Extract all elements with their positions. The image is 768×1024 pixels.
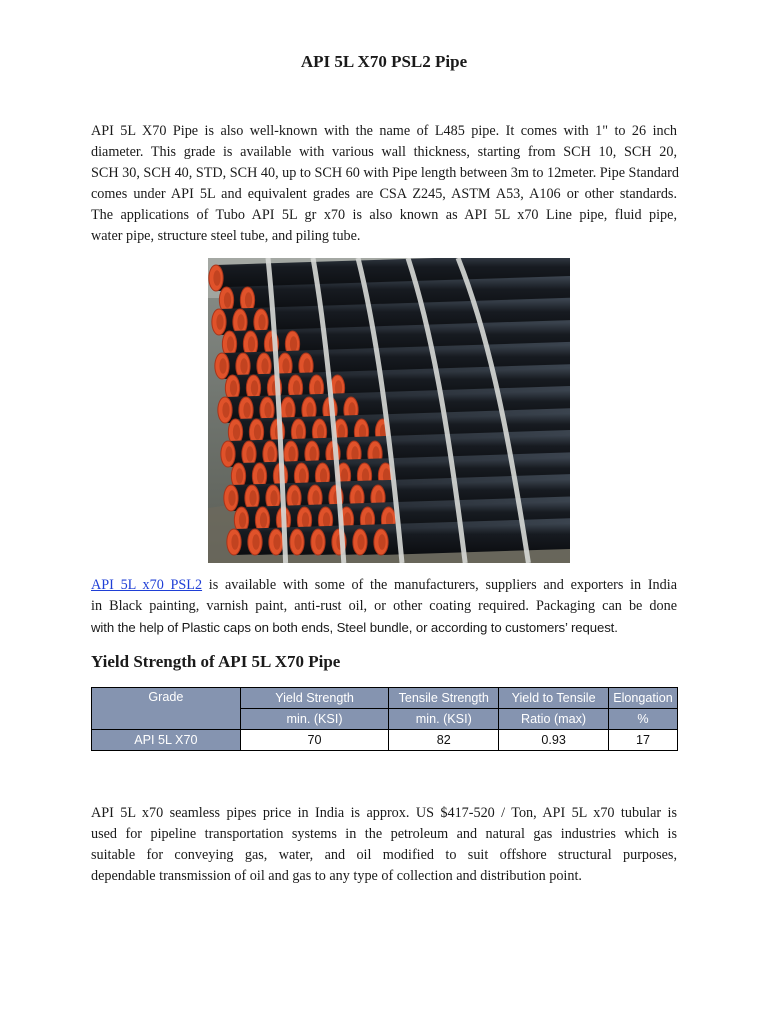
- intro-line: The applications of Tubo API 5L gr x70 is also known as API 5L x70 Line pipe, fluid pipe,: [91, 207, 677, 223]
- intro-line: comes under API 5L and equivalent grades are CSA Z245, ASTM A53, A106 or other standards.: [91, 186, 677, 202]
- pipe-end-hole: [291, 490, 298, 506]
- price-line: used for pipeline transportation systems in the petroleum and natural gas industries which is: [91, 826, 677, 842]
- pipe-end-hole: [264, 402, 271, 418]
- pipe-end-hole: [222, 402, 229, 418]
- column-header: Yield to Tensile: [499, 688, 609, 709]
- pipe-end-hole: [288, 446, 295, 462]
- pipe-end-hole: [317, 424, 324, 440]
- pipe-end-hole: [243, 402, 250, 418]
- pipe-end-hole: [378, 534, 385, 550]
- pipe-end-hole: [302, 512, 309, 528]
- pipe-end-hole: [233, 424, 240, 440]
- pipe-end-hole: [225, 446, 232, 462]
- pipe-end-hole: [270, 490, 277, 506]
- table-cell: 82: [389, 730, 499, 751]
- column-header: Yield Strength: [240, 688, 389, 709]
- column-header: Elongation: [608, 688, 677, 709]
- table-cell: 70: [240, 730, 389, 751]
- availability-paragraph: [91, 575, 677, 638]
- table-header-row: [92, 688, 678, 709]
- price-line: suitable for conveying gas, water, and oil modified to suit offshore structural purposes,: [91, 847, 677, 863]
- pipe-end-hole: [219, 358, 226, 374]
- column-subheader: Ratio (max): [499, 709, 609, 730]
- pipe-end-hole: [246, 446, 253, 462]
- pipe-end-hole: [296, 424, 303, 440]
- pipe-end-hole: [237, 314, 244, 330]
- intro-line: diameter. This grade is available with various wall thickness, starting from SCH 10, SCH 20,: [91, 144, 677, 160]
- pipe-end-hole: [216, 314, 223, 330]
- pipe-end-hole: [312, 490, 319, 506]
- price-line: API 5L x70 seamless pipes price in India is approx. US $417-520 / Ton, API 5L x70 tubular is: [91, 805, 677, 821]
- pipe-end-hole: [257, 468, 264, 484]
- pipe-end-hole: [290, 336, 297, 352]
- pipe-end-hole: [303, 358, 310, 374]
- availability-line: in Black painting, varnish paint, anti-rust oil, or other coating required. Packaging can be done: [91, 598, 677, 614]
- availability-line: [91, 575, 677, 596]
- pipe-end-hole: [260, 512, 267, 528]
- pipe-end-hole: [267, 446, 274, 462]
- pipe-end-hole: [230, 380, 237, 396]
- pipe-end-hole: [239, 512, 246, 528]
- pipe-stack-photo: [208, 258, 570, 563]
- column-subheader: min. (KSI): [389, 709, 499, 730]
- pipe-end-hole: [294, 534, 301, 550]
- pipe-end-hole: [213, 270, 220, 286]
- availability-line: with the help of Plastic caps on both ends, Steel bundle, or according to customers’ request.: [91, 620, 618, 635]
- pipe-end-hole: [240, 358, 247, 374]
- availability-line-text: is available with some of the manufacturers, suppliers and exporters in India: [202, 577, 677, 593]
- column-subheader: %: [608, 709, 677, 730]
- pipe-end-hole: [261, 358, 268, 374]
- intro-paragraph: [91, 121, 677, 247]
- pipe-end-hole: [231, 534, 238, 550]
- grade-cell: API 5L X70: [92, 730, 241, 751]
- pipe-end-hole: [273, 534, 280, 550]
- column-header: Tensile Strength: [389, 688, 499, 709]
- pipe-end-hole: [293, 380, 300, 396]
- column-subheader: min. (KSI): [240, 709, 389, 730]
- pipe-end-hole: [309, 446, 316, 462]
- pipe-end-hole: [249, 490, 256, 506]
- table-cell: 0.93: [499, 730, 609, 751]
- pipe-end-hole: [314, 380, 321, 396]
- pipe-end-hole: [299, 468, 306, 484]
- intro-line: SCH 30, SCH 40, STD, SCH 40, up to SCH 60 with Pipe length between 3m to 12meter. Pipe Standard: [91, 165, 679, 181]
- pipe-end-hole: [320, 468, 327, 484]
- pipe-end-hole: [236, 468, 243, 484]
- pipe-end-hole: [306, 402, 313, 418]
- pipe-end-hole: [285, 402, 292, 418]
- intro-line: API 5L X70 Pipe is also well-known with the name of L485 pipe. It comes with 1" to 26 inch: [91, 123, 677, 139]
- pipe-end-hole: [228, 490, 235, 506]
- pipe-end-hole: [227, 336, 234, 352]
- pipe-end-hole: [252, 534, 259, 550]
- pipe-end-hole: [248, 336, 255, 352]
- pipe-end-hole: [254, 424, 261, 440]
- page-title: API 5L X70 PSL2 Pipe: [300, 52, 468, 71]
- price-line: dependable transmission of oil and gas to any type of collection and distribution point.: [91, 868, 582, 884]
- api-5l-x70-psl2-link[interactable]: API 5L x70 PSL2: [91, 577, 203, 593]
- pipe-end-hole: [315, 534, 322, 550]
- pipe-end-hole: [258, 314, 265, 330]
- table-row: [92, 730, 678, 751]
- table-cell: 17: [608, 730, 677, 751]
- yield-strength-table: [91, 687, 678, 751]
- pipe-end-hole: [245, 292, 252, 308]
- pipe-end-hole: [224, 292, 231, 308]
- pipe-end-hole: [357, 534, 364, 550]
- pipe-end-hole: [282, 358, 289, 374]
- grade-header: Grade: [92, 688, 241, 730]
- price-paragraph: [91, 803, 677, 887]
- pipe-end-hole: [323, 512, 330, 528]
- pipe-end-hole: [251, 380, 258, 396]
- intro-line: water pipe, structure steel tube, and piling tube.: [91, 228, 361, 244]
- section-heading: Yield Strength of API 5L X70 Pipe: [91, 652, 341, 671]
